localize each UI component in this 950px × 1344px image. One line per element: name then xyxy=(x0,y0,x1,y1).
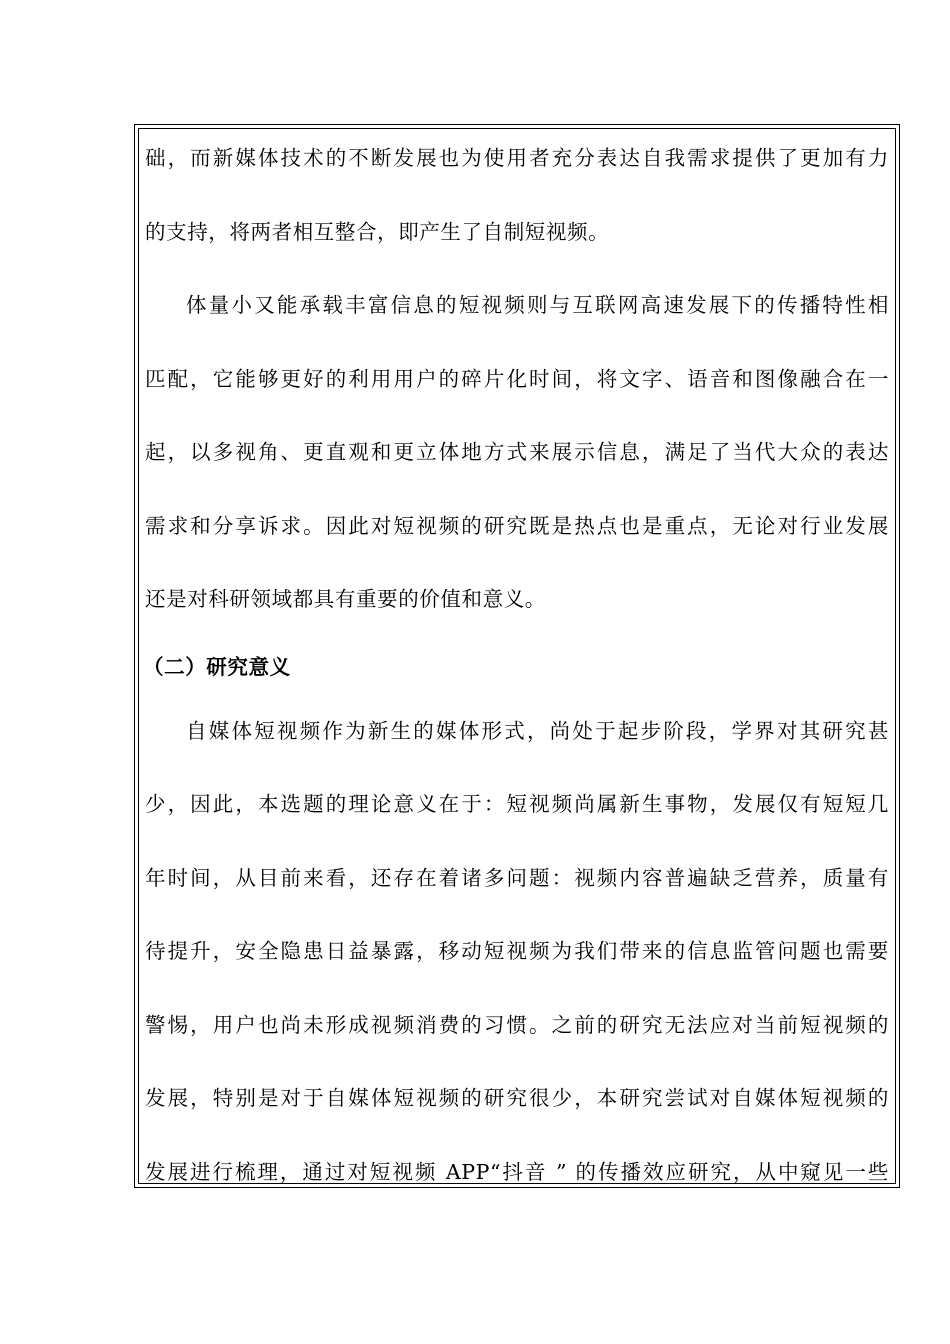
text-line: 起，以多视角、更直观和更立体地方式来展示信息，满足了当代大众的表达 xyxy=(145,440,889,464)
text-line: 需求和分享诉求。因此对短视频的研究既是热点也是重点，无论对行业发展 xyxy=(145,513,889,538)
text-line: 还是对科研领域都具有重要的价值和意义。 xyxy=(145,587,546,611)
text-line: 匹配，它能够更好的利用用户的碎片化时间，将文字、语音和图像融合在一 xyxy=(145,366,889,391)
text-line: 警惕，用户也尚未形成视频消费的习惯。之前的研究无法应对当前短视频的 xyxy=(145,1012,889,1037)
paragraph-short-video-features xyxy=(145,269,889,637)
text-line: 少，因此，本选题的理论意义在于：短视频尚属新生事物，发展仅有短短几 xyxy=(145,792,889,816)
document-body xyxy=(145,130,889,1209)
text-line: 发展进行梳理，通过对短视频 APP“抖音 ” 的传播效应研究，从中窥见一些 xyxy=(145,1159,889,1184)
text-line: 体量小又能承载丰富信息的短视频则与互联网高速发展下的传播特性相 xyxy=(186,293,889,317)
text-line: 发展，特别是对于自媒体短视频的研究很少，本研究尝试对自媒体短视频的 xyxy=(145,1086,889,1110)
text-line: 年时间，从目前来看，还存在着诸多问题：视频内容普遍缺乏营养，质量有 xyxy=(145,865,889,890)
text-line: 的支持，将两者相互整合，即产生了自制短视频。 xyxy=(145,219,610,244)
text-line: 自媒体短视频作为新生的媒体形式，尚处于起步阶段，学界对其研究甚 xyxy=(186,718,889,743)
paragraph-background-continued xyxy=(145,122,889,269)
text-line: 待提升，安全隐患日益暴露，移动短视频为我们带来的信息监管问题也需要 xyxy=(145,939,889,963)
paragraph-research-significance xyxy=(145,695,889,1210)
section-heading: （二）研究意义 xyxy=(143,654,291,679)
text-line: 础，而新媒体技术的不断发展也为使用者充分表达自我需求提供了更加有力 xyxy=(145,146,889,170)
